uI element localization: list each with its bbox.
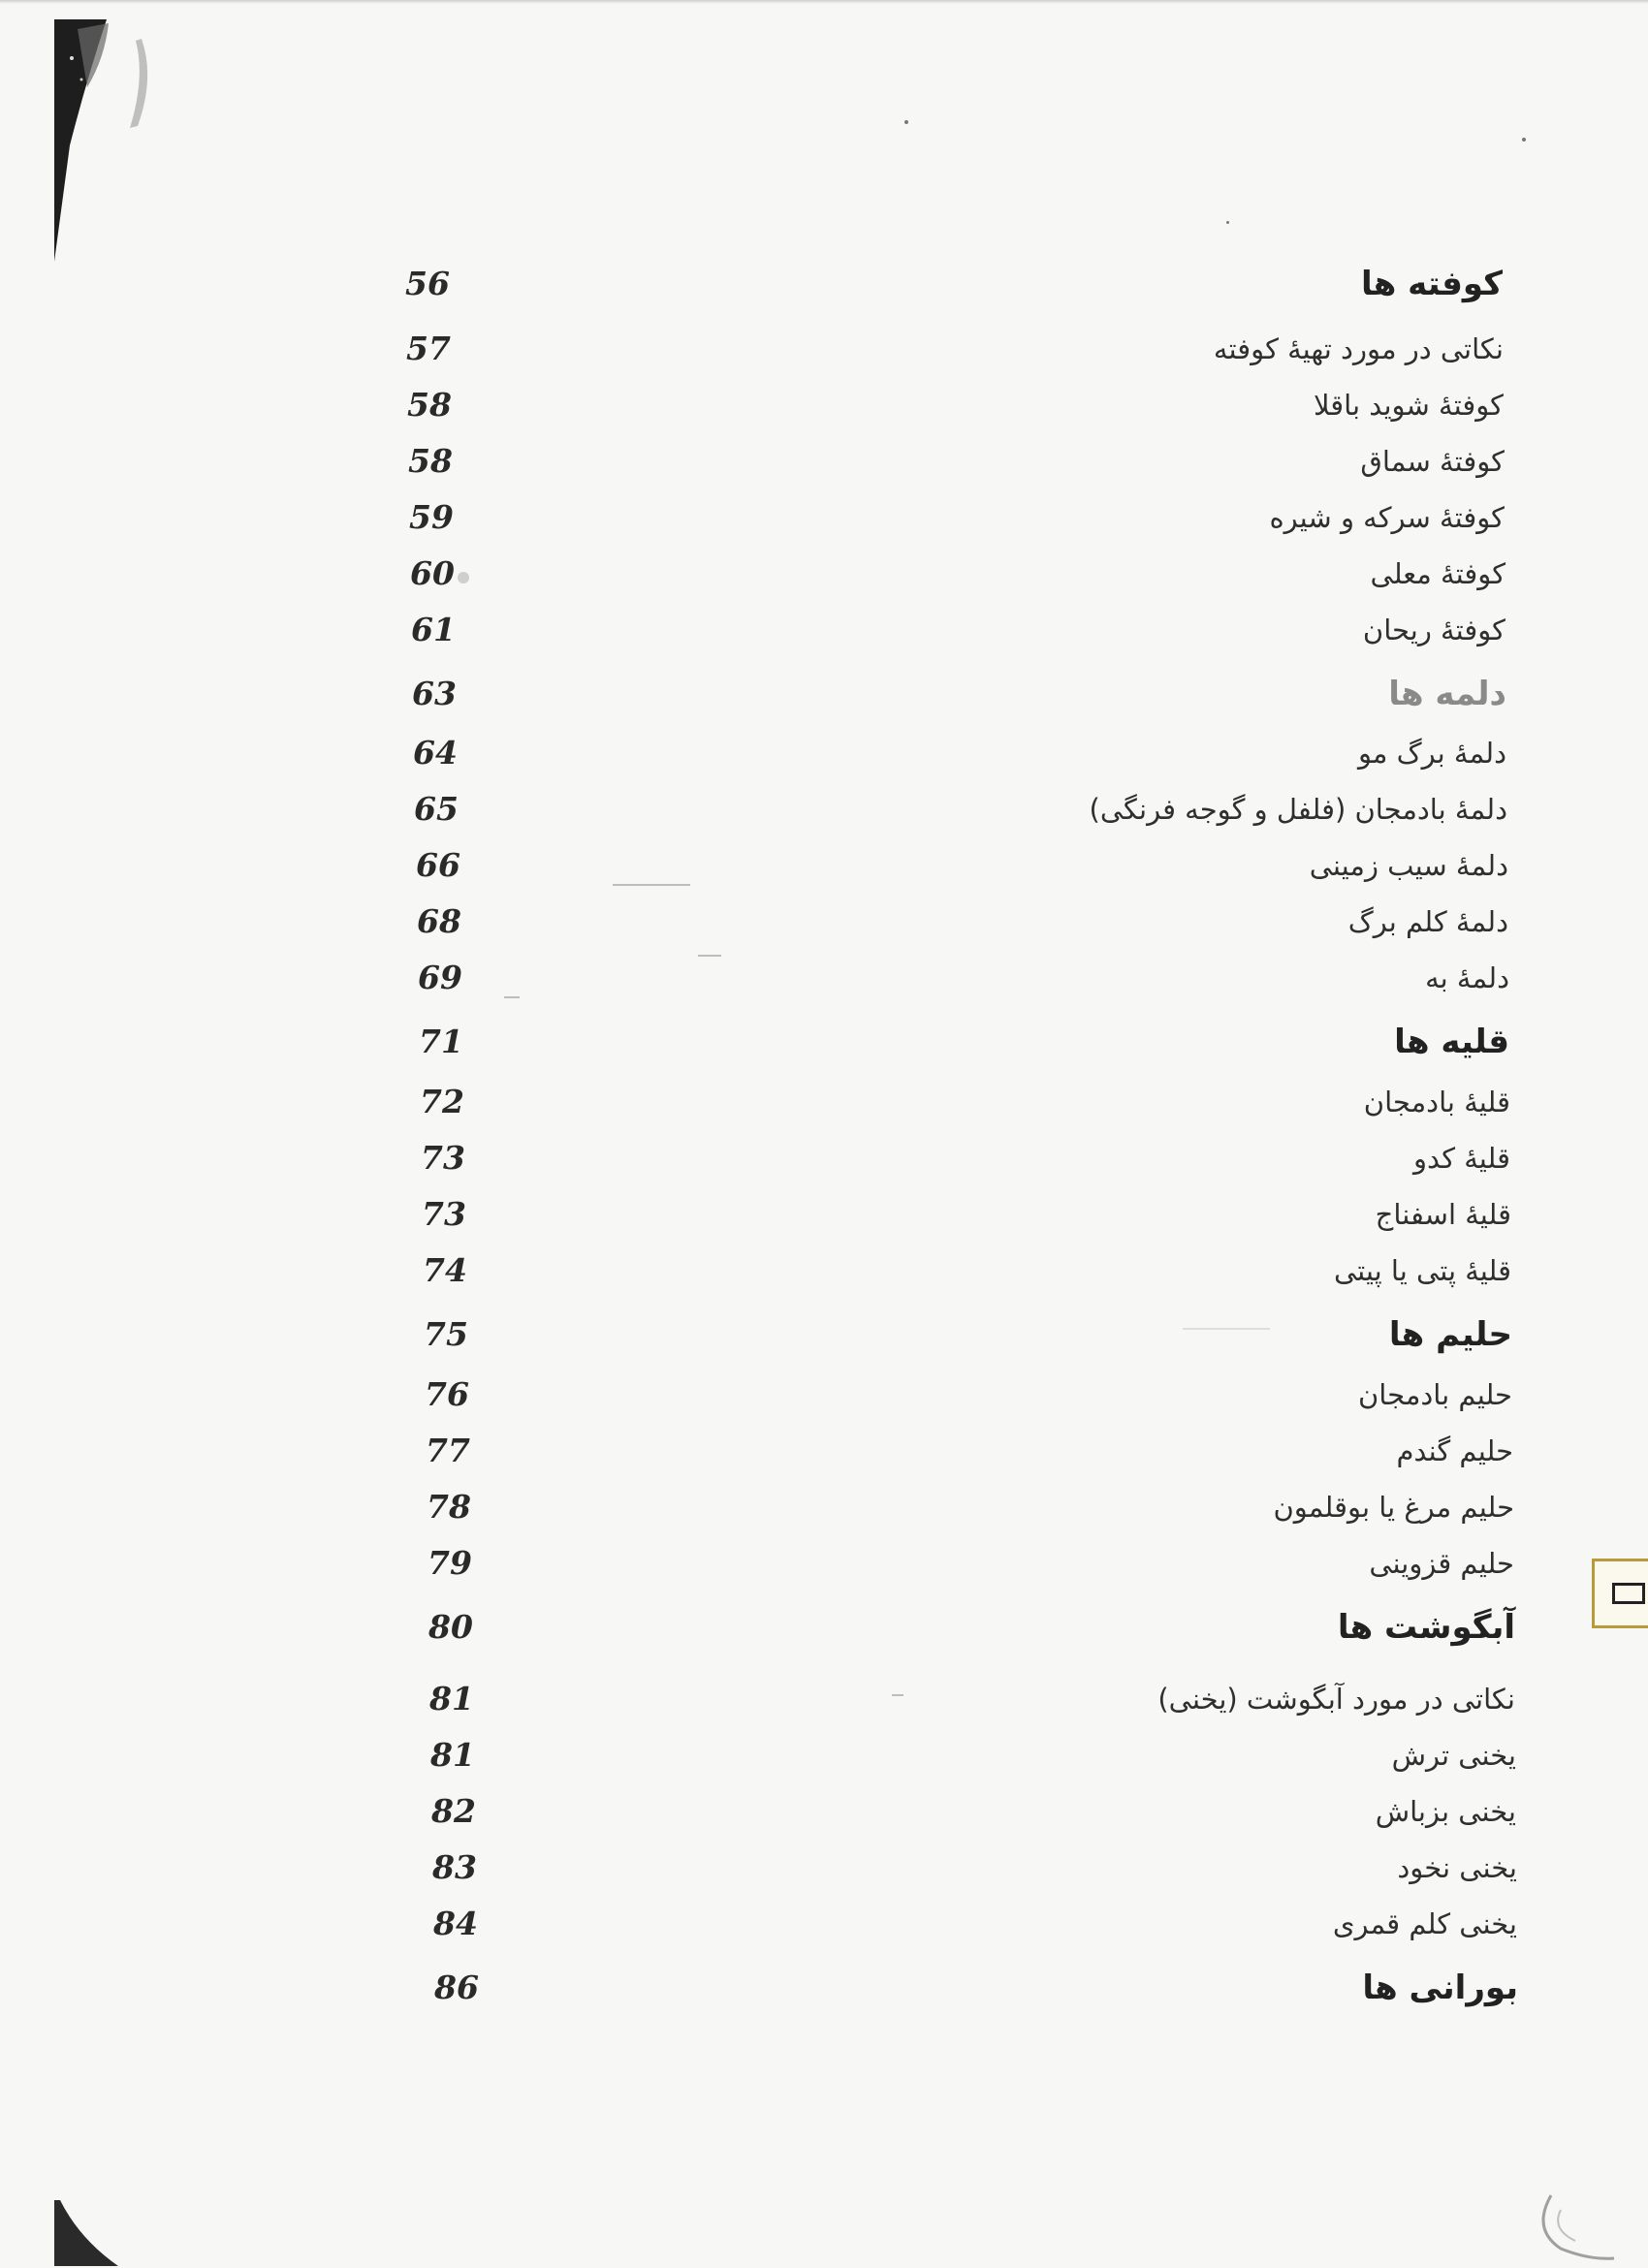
toc-entry-row (0, 1537, 1648, 1590)
toc-entry-row (0, 839, 1648, 892)
toc-page-number: 72 (420, 1083, 464, 1120)
toc-entry-row (0, 896, 1648, 948)
toc-page-number: 73 (422, 1195, 466, 1233)
toc-entry-title: حلیم قزوینی (1369, 1547, 1514, 1580)
toc-entry-row (0, 548, 1648, 600)
toc-entry-title: کوفتهٔ شوید باقلا (1313, 389, 1504, 422)
toc-page-number: 77 (426, 1432, 470, 1469)
toc-section-title: بورانی ها (1362, 1969, 1518, 2007)
toc-section-row (0, 1962, 1648, 2014)
toc-entry-title: نکاتی در مورد تهیهٔ کوفته (1213, 332, 1504, 365)
toc-entry-title: دلمهٔ برگ مو (1357, 737, 1506, 770)
toc-page-number: 64 (413, 734, 458, 772)
toc-entry-title: یخنی کلم قمری (1332, 1907, 1517, 1940)
toc-entry-row (0, 952, 1648, 1004)
toc-entry-title: کوفتهٔ سماق (1360, 445, 1505, 478)
toc-page-number: 65 (414, 790, 459, 828)
toc-section-row (0, 668, 1648, 720)
toc-entry-title: کوفتهٔ معلی (1370, 557, 1505, 590)
toc-page-number: 82 (431, 1792, 476, 1830)
toc-section-row (0, 1601, 1648, 1654)
toc-entry-title: دلمهٔ سیب زمینی (1309, 849, 1508, 882)
toc-page-number: 58 (408, 442, 453, 480)
toc-entry-row (0, 1898, 1648, 1950)
toc-section-row (0, 258, 1648, 310)
toc-entry-row (0, 1244, 1648, 1297)
toc-entry-title: کوفتهٔ سرکه و شیره (1269, 501, 1505, 534)
toc-entry-row (0, 727, 1648, 779)
toc-entry-row (0, 1188, 1648, 1241)
toc-page-number: 78 (427, 1488, 471, 1526)
toc-entry-title: حلیم گندم (1396, 1434, 1513, 1467)
toc-section-title: کوفته ها (1360, 265, 1503, 303)
toc-entry-title: یخنی ترش (1391, 1739, 1516, 1772)
toc-page-number: 71 (419, 1023, 463, 1060)
toc-section-title: قلیه ها (1394, 1023, 1509, 1061)
toc-page-number: 83 (432, 1848, 477, 1886)
toc-entry-row (0, 783, 1648, 835)
toc-entry-title: دلمهٔ کلم برگ (1347, 905, 1508, 938)
toc-entry-title: قلیهٔ پتی یا پیتی (1333, 1254, 1511, 1287)
toc-page-number: 63 (412, 675, 457, 712)
toc-entry-row (0, 1673, 1648, 1725)
toc-entry-row (0, 1132, 1648, 1184)
toc-entry-title: حلیم مرغ یا بوقلمون (1273, 1491, 1514, 1524)
toc-page-number: 76 (425, 1375, 469, 1413)
toc-entry-title: یخنی بزباش (1375, 1795, 1516, 1828)
toc-page-number: 58 (407, 386, 452, 424)
toc-entry-title: قلیهٔ اسفناج (1375, 1198, 1511, 1231)
toc-page-number: 86 (434, 1969, 479, 2006)
toc-page-number: 73 (421, 1139, 465, 1177)
toc-page-number: 69 (418, 959, 462, 996)
toc-entry-row (0, 379, 1648, 431)
toc-entry-title: کوفتهٔ ریحان (1362, 614, 1505, 646)
toc-section-title: آبگوشت ها (1337, 1608, 1515, 1647)
toc-entry-row (0, 491, 1648, 544)
toc-entry-row (0, 435, 1648, 488)
toc-entry-row (0, 1481, 1648, 1533)
toc-page-number: 59 (409, 498, 454, 536)
toc-page-number: 57 (406, 330, 451, 367)
toc-entry-row (0, 323, 1648, 375)
toc-entry-title: نکاتی در مورد آبگوشت (یخنی) (1157, 1683, 1515, 1716)
toc-page-number: 74 (423, 1251, 467, 1289)
toc-entry-title: قلیهٔ بادمجان (1363, 1086, 1510, 1118)
toc-page-number: 79 (428, 1544, 472, 1582)
toc-entry-row (0, 1842, 1648, 1894)
toc-section-title: حلیم ها (1388, 1315, 1512, 1354)
toc-page-number: 81 (430, 1736, 475, 1774)
toc-entry-title: حلیم بادمجان (1357, 1378, 1512, 1411)
toc-entry-row (0, 1785, 1648, 1838)
toc-entry-row (0, 1076, 1648, 1128)
toc-entry-title: یخنی نخود (1397, 1851, 1517, 1884)
toc-entry-title: دلمهٔ به (1425, 961, 1509, 994)
toc-page-number: 68 (417, 902, 461, 940)
toc-page-number: 61 (411, 611, 456, 648)
toc-page-number: 75 (424, 1315, 468, 1353)
toc-page-number: 84 (433, 1905, 478, 1942)
toc-entry-title: دلمهٔ بادمجان (فلفل و گوجه فرنگی) (1089, 793, 1507, 826)
toc-section-row (0, 1016, 1648, 1068)
toc-section-title: دلمه ها (1388, 675, 1506, 713)
toc-entry-row (0, 1729, 1648, 1781)
toc-page-number: 66 (416, 846, 460, 884)
toc-page-number: 80 (428, 1608, 473, 1646)
toc-entry-row (0, 1425, 1648, 1477)
toc-page-number: 60 (410, 554, 455, 592)
toc-entry-title: قلیهٔ کدو (1412, 1142, 1510, 1175)
toc-section-row (0, 1308, 1648, 1361)
toc-page-number: 81 (429, 1680, 474, 1717)
toc-page-number: 56 (405, 265, 450, 302)
toc-entry-row (0, 604, 1648, 656)
toc-entry-row (0, 1369, 1648, 1421)
